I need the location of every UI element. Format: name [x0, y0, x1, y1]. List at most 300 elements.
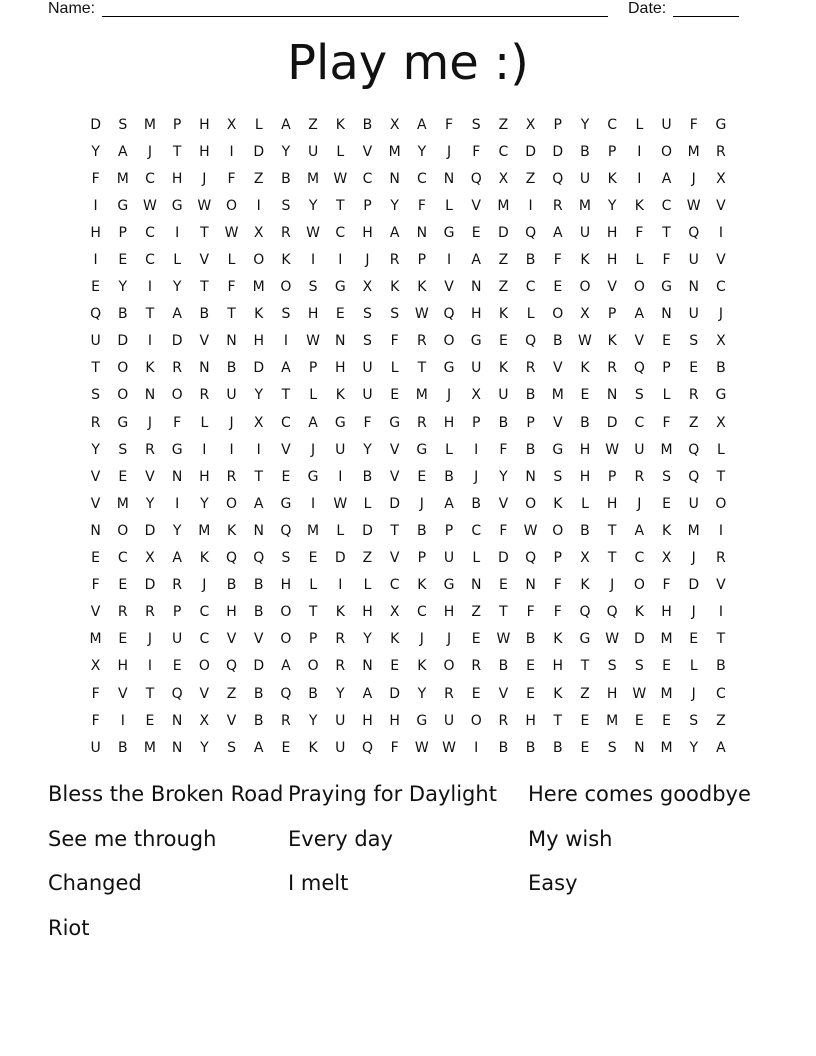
grid-letter: T [281, 387, 291, 404]
grid-letter: Q [443, 306, 455, 323]
grid-letter: E [390, 658, 400, 675]
grid-letter: G [334, 279, 346, 296]
grid-letter: I [311, 495, 316, 512]
grid-letter: K [580, 252, 590, 269]
grid-letter: T [254, 468, 263, 485]
grid-letter: V [498, 495, 509, 512]
grid-letter: M [606, 712, 619, 729]
grid-letter: O [443, 333, 455, 350]
grid-letter: Y [118, 279, 128, 296]
grid-letter: Q [280, 685, 292, 702]
grid-letter: C [607, 116, 618, 133]
grid-letter: R [416, 414, 427, 431]
grid-letter: G [715, 387, 727, 404]
grid-letter: E [498, 333, 508, 350]
grid-letter: G [443, 577, 455, 594]
grid-letter: E [281, 739, 291, 756]
grid-letter: B [281, 170, 291, 187]
grid-letter: D [389, 495, 401, 512]
page-title: Play me :) [287, 35, 529, 91]
grid-letter: S [689, 712, 699, 729]
grid-letter: E [417, 468, 427, 485]
grid-letter: O [117, 387, 129, 404]
grid-letter: H [606, 224, 618, 241]
grid-letter: T [607, 550, 617, 567]
grid-letter: L [445, 197, 453, 214]
grid-letter: L [227, 252, 236, 269]
grid-letter: L [336, 143, 345, 160]
grid-letter: V [90, 495, 101, 512]
grid-letter: V [226, 712, 237, 729]
grid-letter: E [172, 658, 182, 675]
grid-letter: V [253, 631, 264, 648]
grid-letter: V [634, 333, 645, 350]
grid-letter: B [253, 577, 264, 594]
grid-letter: D [253, 658, 265, 675]
grid-letter: D [498, 550, 509, 567]
grid-letter: O [525, 495, 537, 512]
grid-letter: I [637, 170, 642, 187]
grid-letter: M [497, 197, 510, 214]
grid-letter: S [227, 739, 236, 756]
grid-letter: G [579, 631, 591, 648]
grid-letter: X [253, 224, 264, 241]
grid-letter: D [117, 333, 129, 350]
grid-letter: R [335, 658, 346, 675]
grid-letter: V [199, 333, 210, 350]
grid-letter: N [470, 279, 482, 296]
grid-letter: P [172, 604, 182, 621]
grid-letter: Z [580, 685, 590, 702]
grid-letter: J [474, 468, 479, 485]
grid-letter: C [281, 414, 291, 431]
grid-letter: T [145, 306, 155, 323]
grid-letter: R [525, 360, 536, 377]
grid-letter: V [389, 550, 400, 567]
grid-letter: I [283, 333, 288, 350]
grid-letter: H [335, 360, 346, 377]
grid-letter: E [308, 550, 318, 567]
grid-letter: R [634, 468, 645, 485]
grid-letter: E [580, 712, 590, 729]
grid-letter: G [552, 441, 564, 458]
grid-letter: U [579, 170, 591, 187]
grid-letter: I [338, 252, 343, 269]
grid-letter: L [662, 387, 671, 404]
grid-letter: Q [688, 441, 700, 458]
grid-letter: C [716, 685, 726, 702]
grid-letter: C [145, 252, 155, 269]
grid-letter: Y [417, 143, 427, 160]
grid-letter: N [525, 577, 536, 594]
grid-letter: K [226, 522, 237, 539]
grid-letter: O [307, 658, 319, 675]
grid-letter: X [661, 550, 672, 567]
grid-letter: C [416, 170, 427, 187]
letter-grid [82, 111, 735, 761]
grid-letter: O [280, 279, 292, 296]
grid-letter: P [553, 550, 562, 567]
grid-letter: V [552, 360, 563, 377]
grid-letter: N [253, 522, 264, 539]
grid-letter: U [362, 360, 373, 377]
grid-letter: S [281, 197, 291, 214]
grid-letter: W [442, 739, 456, 756]
grid-letter: K [145, 360, 155, 377]
grid-letter: B [552, 333, 563, 350]
grid-letter: F [662, 252, 671, 269]
grid-letter: M [388, 143, 401, 160]
grid-letter: H [606, 685, 618, 702]
grid-letter: K [199, 550, 209, 567]
grid-letter: K [553, 631, 563, 648]
grid-letter: Y [580, 116, 590, 133]
grid-letter: A [634, 522, 645, 539]
grid-letter: U [90, 333, 101, 350]
grid-letter: B [199, 306, 210, 323]
grid-letter: Y [91, 441, 100, 458]
grid-letter: M [198, 522, 211, 539]
grid-letter: J [691, 685, 696, 702]
grid-letter: O [226, 197, 238, 214]
grid-letter: J [147, 631, 153, 648]
grid-letter: S [607, 658, 617, 675]
grid-letter: K [498, 306, 508, 323]
grid-letter: M [687, 522, 700, 539]
grid-letter: Q [470, 170, 482, 187]
grid-letter: L [363, 577, 372, 594]
grid-letter: C [199, 604, 210, 621]
grid-letter: K [335, 604, 345, 621]
grid-letter: T [553, 712, 563, 729]
grid-letter: V [716, 577, 726, 594]
grid-letter: P [308, 631, 318, 648]
grid-letter: X [716, 170, 726, 187]
grid-letter: K [335, 116, 345, 133]
grid-letter: Q [226, 550, 238, 567]
grid-letter: G [117, 414, 129, 431]
grid-letter: A [281, 658, 291, 675]
grid-letter: K [580, 360, 590, 377]
word-list-item: Every day [288, 826, 393, 851]
grid-letter: B [580, 143, 590, 160]
grid-letter: N [606, 387, 618, 404]
grid-letter: Q [525, 550, 537, 567]
grid-letter: Y [200, 739, 209, 756]
grid-letter: O [633, 577, 645, 594]
grid-letter: B [471, 495, 482, 512]
grid-letter: I [229, 143, 234, 160]
grid-letter: U [688, 252, 699, 269]
grid-letter: E [281, 468, 291, 485]
grid-letter: T [390, 522, 399, 539]
grid-letter: A [471, 252, 481, 269]
grid-letter: B [253, 604, 264, 621]
grid-letter: K [390, 631, 400, 648]
grid-letter: G [416, 712, 428, 729]
grid-letter: P [417, 252, 427, 269]
grid-letter: E [118, 577, 128, 594]
grid-letter: N [171, 739, 183, 756]
grid-letter: V [498, 685, 509, 702]
grid-letter: G [661, 279, 672, 296]
grid-letter: R [145, 441, 155, 458]
grid-letter: Y [607, 197, 617, 214]
grid-letter: J [147, 143, 153, 160]
grid-letter: I [256, 441, 261, 458]
grid-letter: N [335, 333, 346, 350]
grid-letter: V [281, 441, 291, 458]
grid-letter: Z [688, 414, 699, 431]
grid-letter: P [662, 360, 671, 377]
grid-letter: R [716, 550, 726, 567]
grid-letter: O [633, 279, 645, 296]
grid-letter: D [253, 360, 265, 377]
grid-letter: W [686, 197, 701, 214]
grid-letter: X [199, 712, 210, 729]
grid-letter: B [525, 387, 536, 404]
grid-letter: C [471, 522, 482, 539]
grid-letter: I [528, 197, 533, 214]
grid-letter: P [553, 116, 562, 133]
grid-letter: E [662, 712, 671, 729]
grid-letter: U [634, 441, 645, 458]
grid-letter: K [417, 577, 427, 594]
grid-letter: E [662, 333, 671, 350]
grid-letter: F [91, 170, 100, 187]
grid-letter: E [145, 712, 155, 729]
grid-letter: J [202, 577, 207, 594]
grid-letter: I [147, 279, 153, 296]
grid-letter: Y [281, 143, 291, 160]
grid-letter: N [171, 468, 183, 485]
grid-letter: R [335, 631, 346, 648]
grid-letter: K [634, 197, 644, 214]
word-list-item: My wish [528, 826, 613, 851]
grid-letter: Y [363, 631, 372, 648]
grid-letter: W [143, 197, 157, 214]
grid-letter: I [474, 441, 479, 458]
grid-letter: T [308, 604, 318, 621]
grid-letter: B [498, 739, 509, 756]
grid-letter: E [91, 279, 101, 296]
grid-letter: L [309, 387, 317, 404]
grid-letter: K [308, 739, 318, 756]
grid-letter: E [471, 685, 481, 702]
grid-letter: H [199, 116, 210, 133]
grid-letter: R [389, 252, 400, 269]
grid-letter: R [688, 387, 699, 404]
grid-letter: F [390, 739, 399, 756]
grid-letter: J [147, 414, 153, 431]
grid-letter: N [470, 577, 482, 594]
grid-letter: O [579, 279, 591, 296]
grid-letter: H [199, 468, 210, 485]
grid-letter: W [224, 224, 239, 241]
grid-letter: S [471, 116, 481, 133]
grid-letter: K [634, 604, 644, 621]
grid-letter: H [389, 712, 400, 729]
grid-letter: I [229, 441, 234, 458]
grid-letter: F [635, 224, 644, 241]
grid-letter: I [338, 468, 343, 485]
grid-letter: H [525, 712, 536, 729]
grid-letter: C [525, 279, 536, 296]
grid-letter: V [117, 685, 128, 702]
grid-letter: D [144, 577, 156, 594]
grid-letter: I [718, 224, 723, 241]
grid-letter: S [634, 387, 644, 404]
grid-letter: S [363, 333, 372, 350]
grid-letter: J [691, 170, 696, 187]
grid-letter: W [306, 224, 321, 241]
grid-letter: C [661, 197, 672, 214]
grid-letter: W [197, 197, 212, 214]
grid-letter: T [172, 143, 182, 160]
grid-letter: O [280, 604, 292, 621]
grid-letter: B [117, 306, 128, 323]
grid-letter: X [389, 116, 400, 133]
grid-letter: D [144, 522, 156, 539]
grid-letter: X [525, 116, 536, 133]
grid-letter: W [333, 495, 348, 512]
grid-letter: H [307, 306, 319, 323]
grid-letter: J [718, 306, 723, 323]
grid-letter: A [117, 143, 128, 160]
grid-letter: F [445, 116, 454, 133]
grid-letter: P [471, 414, 481, 431]
grid-letter: D [633, 631, 645, 648]
grid-letter: A [362, 685, 373, 702]
grid-letter: N [144, 387, 156, 404]
grid-letter: C [498, 143, 509, 160]
grid-letter: C [716, 279, 726, 296]
grid-letter: X [389, 604, 400, 621]
grid-letter: I [718, 522, 723, 539]
grid-letter: Y [308, 197, 318, 214]
grid-letter: N [171, 712, 183, 729]
grid-letter: H [90, 224, 101, 241]
grid-letter: B [525, 252, 536, 269]
grid-letter: H [171, 170, 183, 187]
grid-letter: I [147, 333, 153, 350]
grid-letter: G [389, 414, 401, 431]
grid-letter: M [252, 279, 265, 296]
grid-letter: I [175, 224, 180, 241]
grid-letter: M [89, 631, 102, 648]
grid-letter: Z [525, 170, 536, 187]
grid-letter: M [143, 116, 157, 133]
grid-letter: X [498, 170, 509, 187]
grid-letter: L [472, 550, 481, 567]
grid-letter: W [632, 685, 647, 702]
grid-letter: H [253, 333, 264, 350]
grid-letter: H [552, 658, 564, 675]
date-label: Date: [628, 0, 667, 17]
grid-letter: P [172, 116, 182, 133]
grid-letter: U [498, 387, 509, 404]
grid-letter: N [688, 279, 699, 296]
grid-letter: V [552, 414, 563, 431]
grid-letter: I [147, 658, 153, 675]
grid-letter: X [253, 414, 264, 431]
grid-letter: U [90, 739, 101, 756]
grid-letter: G [443, 224, 455, 241]
grid-letter: W [605, 631, 620, 648]
grid-letter: N [634, 739, 645, 756]
grid-letter: C [117, 550, 128, 567]
grid-letter: L [254, 116, 263, 133]
grid-letter: Q [226, 658, 238, 675]
grid-letter: E [471, 631, 481, 648]
grid-letter: H [661, 604, 672, 621]
grid-letter: J [419, 495, 424, 512]
grid-letter: U [471, 360, 482, 377]
word-list-item: I melt [288, 871, 349, 895]
grid-letter: P [607, 306, 617, 323]
grid-letter: C [416, 604, 427, 621]
grid-letter: Q [633, 360, 645, 377]
grid-letter: E [689, 631, 699, 648]
grid-letter: E [498, 577, 508, 594]
grid-letter: T [580, 658, 590, 675]
grid-letter: A [661, 170, 672, 187]
grid-letter: D [525, 143, 536, 160]
grid-letter: Z [716, 712, 726, 729]
grid-letter: A [552, 224, 563, 241]
grid-letter: V [145, 468, 155, 485]
word-list-item: Here comes goodbye [528, 782, 751, 806]
grid-letter: C [145, 224, 155, 241]
grid-letter: U [172, 631, 183, 648]
grid-letter: X [580, 550, 590, 567]
grid-letter: K [335, 387, 345, 404]
grid-letter: E [91, 550, 101, 567]
grid-letter: V [90, 468, 101, 485]
grid-letter: B [226, 360, 237, 377]
grid-letter: G [416, 441, 428, 458]
grid-letter: R [117, 604, 128, 621]
grid-letter: M [307, 170, 320, 187]
grid-letter: E [662, 658, 671, 675]
grid-letter: L [445, 441, 453, 458]
grid-letter: O [171, 387, 183, 404]
grid-letter: Z [308, 116, 318, 133]
grid-letter: G [171, 197, 183, 214]
grid-letter: U [443, 712, 455, 729]
grid-letter: H [362, 224, 373, 241]
grid-letter: M [116, 495, 129, 512]
grid-letter: S [390, 306, 400, 323]
grid-letter: F [689, 116, 698, 133]
grid-letter: Z [498, 116, 509, 133]
grid-letter: Q [688, 224, 700, 241]
grid-letter: Q [525, 333, 537, 350]
grid-letter: K [607, 333, 617, 350]
grid-letter: U [335, 739, 346, 756]
grid-letter: N [389, 170, 400, 187]
grid-letter: T [227, 306, 236, 323]
grid-letter: L [363, 495, 372, 512]
grid-letter: G [470, 333, 482, 350]
grid-letter: K [254, 306, 264, 323]
grid-letter: G [443, 360, 455, 377]
grid-letter: V [199, 685, 210, 702]
grid-letter: T [200, 224, 209, 241]
grid-letter: X [580, 306, 590, 323]
grid-letter: T [716, 468, 726, 485]
grid-letter: F [227, 279, 236, 296]
